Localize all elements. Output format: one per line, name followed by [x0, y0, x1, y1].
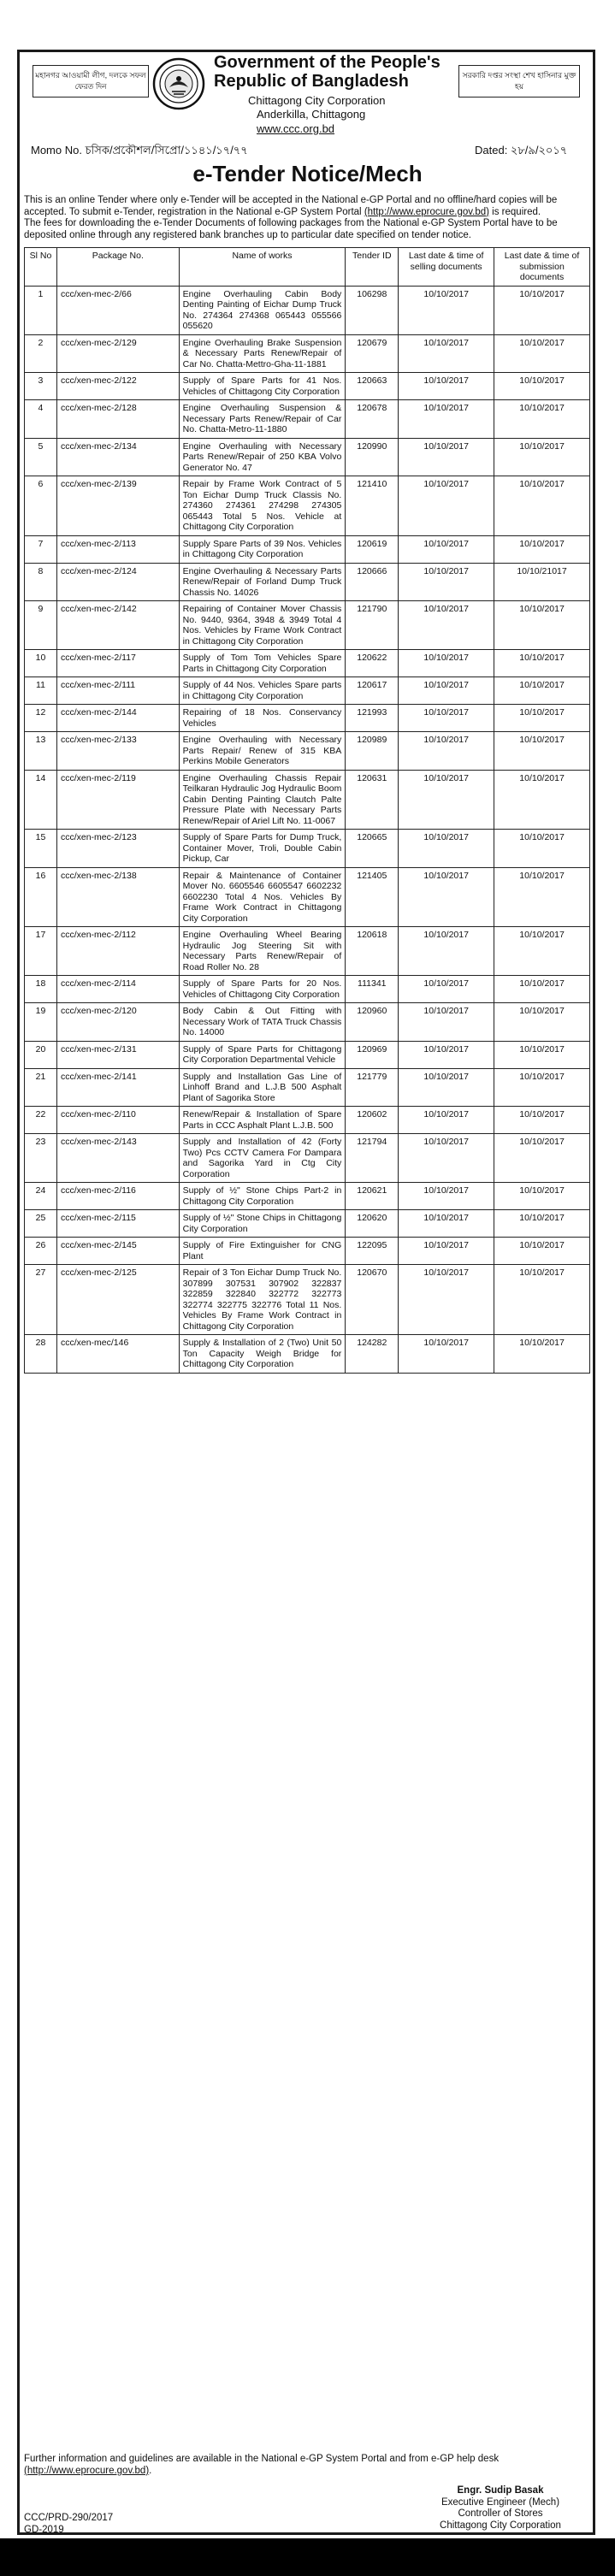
cell-sl-no: 2 [25, 334, 57, 373]
cell-package-no: ccc/xen-mec-2/145 [56, 1238, 179, 1265]
cell-package-no: ccc/xen-mec-2/113 [56, 535, 179, 563]
cell-selling-date: 10/10/2017 [399, 1210, 494, 1238]
cell-selling-date: 10/10/2017 [399, 563, 494, 601]
cell-submission-date: 10/10/2017 [494, 732, 590, 771]
cell-package-no: ccc/xen-mec-2/143 [56, 1134, 179, 1183]
header-sl-no: Sl No [25, 248, 57, 287]
intro-text-a: This is an online Tender where only e-Tender will be accepted in the National e-GP Portal and no offline/hard copies will be accepted. To submit e-Tender, registration in the National e-GP System Portal [24, 195, 558, 217]
cell-package-no: ccc/xen-mec-2/131 [56, 1041, 179, 1068]
cell-sl-no: 18 [25, 976, 57, 1003]
table-row [25, 705, 590, 732]
cell-tender-id: 120990 [346, 438, 399, 476]
cell-sl-no: 27 [25, 1265, 57, 1335]
cell-sl-no: 21 [25, 1068, 57, 1107]
reference-code: CCC/PRD-290/2017 [24, 2513, 114, 2523]
cell-package-no: ccc/xen-mec-2/110 [56, 1107, 179, 1134]
cell-tender-id: 121405 [346, 867, 399, 927]
cell-sl-no: 19 [25, 1003, 57, 1042]
cell-name-of-works: Supply Spare Parts of 39 Nos. Vehicles in Chittagong City Corporation [179, 535, 346, 563]
cell-sl-no: 16 [25, 867, 57, 927]
cell-name-of-works: Renew/Repair & Installation of Spare Parts in CCC Asphalt Plant L.J.B. 500 [179, 1107, 346, 1134]
page-title: e-Tender Notice/Mech [192, 161, 423, 186]
cell-tender-id: 120620 [346, 1210, 399, 1238]
cell-package-no: ccc/xen-mec-2/112 [56, 927, 179, 976]
cell-selling-date: 10/10/2017 [399, 976, 494, 1003]
table-row [25, 867, 590, 927]
cell-submission-date: 10/10/2017 [494, 1210, 590, 1238]
cell-name-of-works: Engine Overhauling Cabin Body Denting Painting of Eichar Dump Truck No. 274364 274368 065443 055566 055620 [179, 286, 346, 334]
cell-sl-no: 10 [25, 650, 57, 677]
organization-address: Anderkilla, Chittagong [257, 108, 366, 121]
cell-tender-id: 106298 [346, 286, 399, 334]
cell-sl-no: 1 [25, 286, 57, 334]
cell-selling-date: 10/10/2017 [399, 334, 494, 373]
cell-tender-id: 120665 [346, 830, 399, 868]
table-row [25, 732, 590, 771]
cell-sl-no: 20 [25, 1041, 57, 1068]
cell-sl-no: 14 [25, 770, 57, 830]
cell-name-of-works: Body Cabin & Out Fitting with Necessary Work of TATA Truck Chassis No. 14000 [179, 1003, 346, 1042]
notice-date: Dated: ২৮/৯/২০১৭ [475, 144, 568, 157]
cell-submission-date: 10/10/2017 [494, 1068, 590, 1107]
cell-name-of-works: Supply of 44 Nos. Vehicles Spare parts in Chittagong City Corporation [179, 677, 346, 705]
cell-selling-date: 10/10/2017 [399, 677, 494, 705]
cell-package-no: ccc/xen-mec-2/122 [56, 373, 179, 400]
cell-tender-id: 124282 [346, 1335, 399, 1374]
cell-tender-id: 121790 [346, 601, 399, 650]
table-row [25, 677, 590, 705]
cell-selling-date: 10/10/2017 [399, 476, 494, 536]
cell-tender-id: 121794 [346, 1134, 399, 1183]
cell-sl-no: 6 [25, 476, 57, 536]
cell-package-no: ccc/xen-mec-2/129 [56, 334, 179, 373]
cell-selling-date: 10/10/2017 [399, 705, 494, 732]
header-tender-id: Tender ID [346, 248, 399, 287]
government-title-line1: Government of the People's [214, 53, 441, 72]
cell-selling-date: 10/10/2017 [399, 601, 494, 650]
cell-selling-date: 10/10/2017 [399, 1068, 494, 1107]
cell-submission-date: 10/10/2017 [494, 677, 590, 705]
cell-package-no: ccc/xen-mec-2/111 [56, 677, 179, 705]
cell-tender-id: 122095 [346, 1238, 399, 1265]
table-row [25, 286, 590, 334]
cell-name-of-works: Supply of Tom Tom Vehicles Spare Parts in Chittagong City Corporation [179, 650, 346, 677]
table-row [25, 438, 590, 476]
cell-selling-date: 10/10/2017 [399, 373, 494, 400]
cell-selling-date: 10/10/2017 [399, 1003, 494, 1042]
cell-package-no: ccc/xen-mec-2/116 [56, 1183, 179, 1210]
cell-sl-no: 11 [25, 677, 57, 705]
cell-submission-date: 10/10/2017 [494, 1003, 590, 1042]
cell-submission-date: 10/10/2017 [494, 438, 590, 476]
cell-submission-date: 10/10/2017 [494, 601, 590, 650]
cell-package-no: ccc/xen-mec-2/133 [56, 732, 179, 771]
cell-sl-no: 15 [25, 830, 57, 868]
table-row [25, 1068, 590, 1107]
cell-package-no: ccc/xen-mec-2/138 [56, 867, 179, 927]
cell-tender-id: 120679 [346, 334, 399, 373]
cell-sl-no: 3 [25, 373, 57, 400]
cell-package-no: ccc/xen-mec-2/117 [56, 650, 179, 677]
cell-selling-date: 10/10/2017 [399, 1107, 494, 1134]
cell-submission-date: 10/10/2017 [494, 867, 590, 927]
cell-sl-no: 17 [25, 927, 57, 976]
table-row [25, 373, 590, 400]
table-row [25, 601, 590, 650]
table-row [25, 1134, 590, 1183]
table-body [25, 286, 590, 1373]
cell-submission-date: 10/10/2017 [494, 400, 590, 439]
table-row [25, 476, 590, 536]
header-package-no: Package No. [56, 248, 179, 287]
header-last-selling-date: Last date & time of selling documents [399, 248, 494, 287]
signatory-name: Engr. Sudip Basak [457, 2485, 544, 2496]
cell-tender-id: 120670 [346, 1265, 399, 1335]
gd-number: GD-2019 [24, 2524, 64, 2535]
cell-name-of-works: Supply and Installation of 42 (Forty Two) Pcs CCTV Camera For Dampara and Sagorika Yard in Ctg City Corporation [179, 1134, 346, 1183]
cell-selling-date: 10/10/2017 [399, 770, 494, 830]
cell-sl-no: 13 [25, 732, 57, 771]
cell-selling-date: 10/10/2017 [399, 438, 494, 476]
government-title-line2: Republic of Bangladesh [214, 72, 409, 91]
table-row [25, 650, 590, 677]
cell-name-of-works: Engine Overhauling & Necessary Parts Renew/Repair of Forland Dump Truck Chassis No. 14026 [179, 563, 346, 601]
cell-package-no: ccc/xen-mec-2/120 [56, 1003, 179, 1042]
cell-submission-date: 10/10/21017 [494, 563, 590, 601]
cell-package-no: ccc/xen-mec-2/119 [56, 770, 179, 830]
table-row [25, 770, 590, 830]
cell-name-of-works: Supply of Spare Parts for Chittagong City Corporation Departmental Vehicle [179, 1041, 346, 1068]
cell-name-of-works: Supply of ½" Stone Chips Part-2 in Chittagong City Corporation [179, 1183, 346, 1210]
cell-selling-date: 10/10/2017 [399, 1183, 494, 1210]
signatory-designation: Executive Engineer (Mech) [441, 2496, 560, 2508]
cell-tender-id: 120678 [346, 400, 399, 439]
cell-name-of-works: Engine Overhauling Suspension & Necessary Parts Renew/Repair of Car No. Chatta-Metro-11-1880 [179, 400, 346, 439]
cell-submission-date: 10/10/2017 [494, 373, 590, 400]
reference-block [24, 2513, 113, 2536]
cell-tender-id: 120969 [346, 1041, 399, 1068]
right-slogan-badge: সরকারি দপ্তর সংস্থা শেখ হাসিনার মুক্ত হয় [458, 65, 580, 97]
cell-package-no: ccc/xen-mec-2/114 [56, 976, 179, 1003]
cell-submission-date: 10/10/2017 [494, 1238, 590, 1265]
cell-selling-date: 10/10/2017 [399, 1265, 494, 1335]
cell-package-no: ccc/xen-mec-2/66 [56, 286, 179, 334]
cell-tender-id: 120960 [346, 1003, 399, 1042]
cell-tender-id: 121410 [346, 476, 399, 536]
cell-submission-date: 10/10/2017 [494, 1107, 590, 1134]
cell-package-no: ccc/xen-mec-2/115 [56, 1210, 179, 1238]
table-row [25, 1041, 590, 1068]
cell-tender-id: 120663 [346, 373, 399, 400]
cell-name-of-works: Repairing of Container Mover Chassis No. 9440, 9364, 3948 & 3949 Total 4 Nos. Vehicles by Frame Work Contract in Chittagong City Corporation [179, 601, 346, 650]
cell-selling-date: 10/10/2017 [399, 1335, 494, 1374]
header-last-submission-date: Last date & time of submission documents [494, 248, 590, 287]
cell-sl-no: 8 [25, 563, 57, 601]
cell-selling-date: 10/10/2017 [399, 1041, 494, 1068]
cell-sl-no: 24 [25, 1183, 57, 1210]
cell-selling-date: 10/10/2017 [399, 830, 494, 868]
cell-name-of-works: Engine Overhauling Wheel Bearing Hydraulic Jog Steering Sit with Necessary Parts Renew/Repair of Road Roller No. 28 [179, 927, 346, 976]
cell-submission-date: 10/10/2017 [494, 1265, 590, 1335]
cell-name-of-works: Repairing of 18 Nos. Conservancy Vehicles [179, 705, 346, 732]
cell-submission-date: 10/10/2017 [494, 334, 590, 373]
cell-name-of-works: Engine Overhauling with Necessary Parts Repair/ Renew of 315 KBA Perkins Mobile Generators [179, 732, 346, 771]
left-slogan-badge: মহানগর আওয়ামী লীগ, দলকে সফল ফেরত দিন [33, 65, 149, 97]
cell-submission-date: 10/10/2017 [494, 830, 590, 868]
cell-submission-date: 10/10/2017 [494, 705, 590, 732]
signature-block [411, 2485, 590, 2532]
memo-number: Momo No. চসিক/প্রকৌশল/সিপ্রো/১১৪১/১৭/৭৭ [31, 144, 248, 157]
cell-selling-date: 10/10/2017 [399, 535, 494, 563]
cell-submission-date: 10/10/2017 [494, 535, 590, 563]
cell-tender-id: 120989 [346, 732, 399, 771]
cell-package-no: ccc/xen-mec-2/128 [56, 400, 179, 439]
table-row [25, 1335, 590, 1374]
intro-text [24, 195, 590, 241]
intro-paragraph-1 [24, 195, 590, 218]
table-row [25, 1265, 590, 1335]
cell-package-no: ccc/xen-mec-2/142 [56, 601, 179, 650]
table-row [25, 1003, 590, 1042]
cell-selling-date: 10/10/2017 [399, 400, 494, 439]
cell-tender-id: 120617 [346, 677, 399, 705]
cell-sl-no: 9 [25, 601, 57, 650]
cell-selling-date: 10/10/2017 [399, 732, 494, 771]
cell-sl-no: 5 [25, 438, 57, 476]
eprocure-link[interactable]: (http://www.eprocure.gov.bd) [364, 206, 489, 217]
table-row [25, 535, 590, 563]
cell-sl-no: 12 [25, 705, 57, 732]
signatory-role: Controller of Stores [458, 2508, 543, 2519]
cell-sl-no: 25 [25, 1210, 57, 1238]
table-row [25, 1107, 590, 1134]
cell-tender-id: 120602 [346, 1107, 399, 1134]
organization-block [248, 94, 453, 121]
cell-tender-id: 120622 [346, 650, 399, 677]
cell-selling-date: 10/10/2017 [399, 650, 494, 677]
cell-submission-date: 10/10/2017 [494, 650, 590, 677]
cell-name-of-works: Engine Overhauling Brake Suspension & Necessary Parts Renew/Repair of Car No. Chatta-Mettro-Gha-11-1881 [179, 334, 346, 373]
cell-package-no: ccc/xen-mec-2/139 [56, 476, 179, 536]
cell-sl-no: 22 [25, 1107, 57, 1134]
cell-name-of-works: Supply and Installation Gas Line of Linhoff Brand and L.J.B 500 Asphalt Plant of Sagorika Store [179, 1068, 346, 1107]
cell-name-of-works: Supply of Spare Parts for 20 Nos. Vehicles of Chittagong City Corporation [179, 976, 346, 1003]
header-name-of-works: Name of works [179, 248, 346, 287]
cell-sl-no: 7 [25, 535, 57, 563]
government-title [214, 53, 470, 91]
cell-submission-date: 10/10/2017 [494, 286, 590, 334]
cell-tender-id: 120618 [346, 927, 399, 976]
footer-info [24, 2454, 590, 2477]
intro-paragraph-2: The fees for downloading the e-Tender Documents of following packages from the National e-GP System Portal have to be deposited online through any registered bank branches up to particular date specified on tender notice. [24, 218, 558, 240]
cell-tender-id: 121993 [346, 705, 399, 732]
table-header-row [25, 248, 590, 287]
website-link[interactable]: www.ccc.org.bd [257, 122, 335, 135]
cell-package-no: ccc/xen-mec-2/144 [56, 705, 179, 732]
cell-name-of-works: Engine Overhauling Chassis Repair Teilkaran Hydraulic Jog Hydraulic Boom Cabin Denting Painting Clautch Palte Pressure Plate with Necessary Parts Renew/Repair of Ariel Lift No. 11-0067 [179, 770, 346, 830]
cell-package-no: ccc/xen-mec/146 [56, 1335, 179, 1374]
cell-submission-date: 10/10/2017 [494, 1041, 590, 1068]
cell-tender-id: 120619 [346, 535, 399, 563]
cell-package-no: ccc/xen-mec-2/123 [56, 830, 179, 868]
bottom-black-bar [0, 2538, 615, 2576]
cell-name-of-works: Supply of ½" Stone Chips in Chittagong City Corporation [179, 1210, 346, 1238]
table-row [25, 400, 590, 439]
cell-sl-no: 23 [25, 1134, 57, 1183]
cell-name-of-works: Repair of 3 Ton Eichar Dump Truck No. 307899 307531 307902 322837 322859 322840 322772 322773 322774 322775 322776 Total 11 Nos. Vehicles By Frame Work Contract in Chittagong City Corporation [179, 1265, 346, 1335]
cell-selling-date: 10/10/2017 [399, 1134, 494, 1183]
tender-table [24, 247, 590, 1374]
cell-package-no: ccc/xen-mec-2/125 [56, 1265, 179, 1335]
cell-submission-date: 10/10/2017 [494, 770, 590, 830]
table-row [25, 1238, 590, 1265]
cell-package-no: ccc/xen-mec-2/124 [56, 563, 179, 601]
cell-submission-date: 10/10/2017 [494, 976, 590, 1003]
cell-tender-id: 120621 [346, 1183, 399, 1210]
table-row [25, 1183, 590, 1210]
cell-selling-date: 10/10/2017 [399, 867, 494, 927]
cell-name-of-works: Engine Overhauling with Necessary Parts Renew/Repair of 250 KBA Volvo Generator No. 47 [179, 438, 346, 476]
cell-tender-id: 111341 [346, 976, 399, 1003]
cell-name-of-works: Repair & Maintenance of Container Mover No. 6605546 6605547 6602232 6602230 Total 4 Nos. Vehicles By Frame Work Contract in Chittagong City Corporation [179, 867, 346, 927]
cell-sl-no: 28 [25, 1335, 57, 1374]
table-row [25, 830, 590, 868]
signatory-organization: Chittagong City Corporation [440, 2520, 561, 2531]
cell-selling-date: 10/10/2017 [399, 927, 494, 976]
organization-name: Chittagong City Corporation [248, 94, 386, 107]
footer-eprocure-link[interactable]: (http://www.eprocure.gov.bd) [24, 2465, 150, 2476]
table-row [25, 976, 590, 1003]
cell-name-of-works: Supply of Spare Parts for Dump Truck, Container Mover, Troli, Double Cabin Pickup, Car [179, 830, 346, 868]
cell-name-of-works: Repair by Frame Work Contract of 5 Ton Eichar Dump Truck Classis No. 274360 274361 274298 274305 065443 Total 5 Nos. Vehicle at Chittagong City Corporation [179, 476, 346, 536]
cell-tender-id: 120631 [346, 770, 399, 830]
cell-submission-date: 10/10/2017 [494, 1183, 590, 1210]
cell-sl-no: 26 [25, 1238, 57, 1265]
cell-tender-id: 121779 [346, 1068, 399, 1107]
cell-submission-date: 10/10/2017 [494, 1134, 590, 1183]
cell-package-no: ccc/xen-mec-2/141 [56, 1068, 179, 1107]
table-row [25, 927, 590, 976]
cell-name-of-works: Supply of Fire Extinguisher for CNG Plant [179, 1238, 346, 1265]
table-row [25, 563, 590, 601]
table-row [25, 1210, 590, 1238]
cell-selling-date: 10/10/2017 [399, 286, 494, 334]
cell-submission-date: 10/10/2017 [494, 927, 590, 976]
cell-package-no: ccc/xen-mec-2/134 [56, 438, 179, 476]
cell-name-of-works: Supply of Spare Parts for 41 Nos. Vehicles of Chittagong City Corporation [179, 373, 346, 400]
intro-text-b: is required. [488, 206, 541, 217]
cell-submission-date: 10/10/2017 [494, 476, 590, 536]
cell-sl-no: 4 [25, 400, 57, 439]
table-row [25, 334, 590, 373]
cell-name-of-works: Supply & Installation of 2 (Two) Unit 50 Ton Capacity Weigh Bridge for Chittagong City Corporation [179, 1335, 346, 1374]
footer-text-b: . [149, 2465, 152, 2476]
cell-submission-date: 10/10/2017 [494, 1335, 590, 1374]
cell-tender-id: 120666 [346, 563, 399, 601]
city-corporation-seal-icon [152, 56, 205, 111]
footer-text-a: Further information and guidelines are available in the National e-GP System Portal and from e-GP help desk [24, 2454, 500, 2464]
cell-selling-date: 10/10/2017 [399, 1238, 494, 1265]
